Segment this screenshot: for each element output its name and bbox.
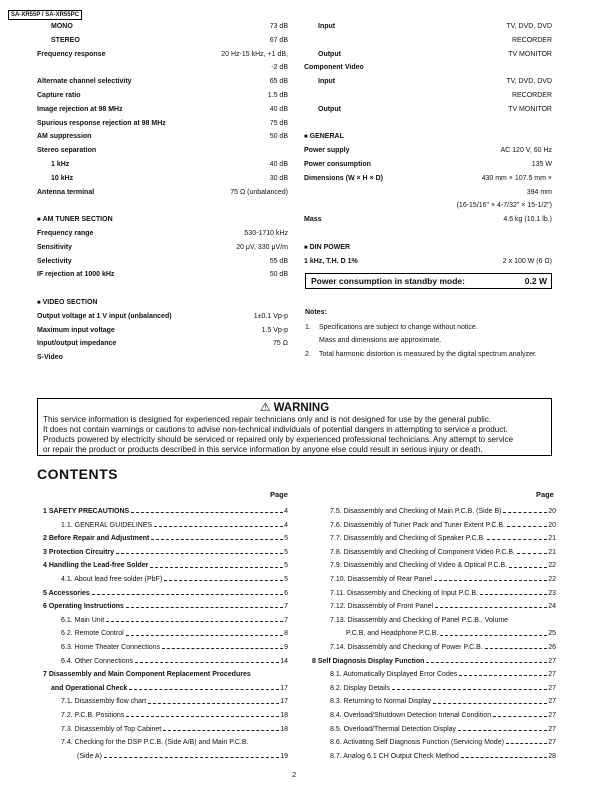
toc-leader <box>509 567 547 568</box>
spec-value: RECORDER <box>511 91 552 99</box>
spec-label: 10 kHz <box>51 174 74 182</box>
notes-section <box>305 306 552 362</box>
spec-row <box>304 144 552 158</box>
toc-entry[interactable] <box>312 736 556 750</box>
spec-section-title: GENERAL <box>309 133 344 141</box>
spec-row <box>37 61 288 75</box>
toc-entry-page: 4 <box>284 521 288 529</box>
spec-row <box>37 130 288 144</box>
toc-leader <box>150 567 283 568</box>
toc-leader <box>131 512 283 513</box>
toc-entry-page: 25 <box>548 630 556 638</box>
toc-entry[interactable] <box>43 655 288 669</box>
toc-entry[interactable] <box>43 519 288 533</box>
toc-leader <box>116 553 283 554</box>
toc-entry-page: 18 <box>280 725 288 733</box>
toc-leader <box>426 662 547 663</box>
toc-entry-page: 7 <box>284 603 288 611</box>
spec-value: AC 120 V, 60 Hz <box>500 147 552 155</box>
spec-value: 67 dB <box>269 36 288 44</box>
spec-label: Power consumption <box>304 160 371 168</box>
toc-entry-page: 27 <box>548 657 556 665</box>
warning-header <box>38 400 551 415</box>
spec-value: 75 dB <box>269 119 288 127</box>
toc-entry-title: and Operational Check <box>51 684 128 692</box>
spec-row <box>37 144 288 158</box>
spec-label: Input <box>318 23 336 30</box>
toc-entry-title: 7.4. Checking for the DSP P.C.B. (Side A/B) and Main P.C.B. <box>61 739 249 747</box>
spec-label: Spurious response rejection at 98 MHz <box>37 119 166 127</box>
toc-leader <box>459 675 547 676</box>
note-item <box>305 349 552 362</box>
toc-entry-page: 8 <box>284 630 288 638</box>
toc-entry-title: 4.1. About lead free solder (PbF) <box>61 575 163 583</box>
spec-row <box>37 282 288 296</box>
toc-entry-page: 27 <box>548 671 556 679</box>
toc-entry[interactable] <box>312 505 556 519</box>
spec-section-heading <box>37 213 113 228</box>
spec-value: 135 W <box>531 160 552 168</box>
toc-entry-page: 22 <box>548 575 556 583</box>
toc-entry[interactable] <box>312 709 556 723</box>
spec-row <box>304 75 552 89</box>
toc-leader <box>126 716 279 717</box>
toc-leader <box>126 607 283 608</box>
spec-value: (16-15/16" × 4-7/32" × 15-1/2") <box>456 202 552 210</box>
spec-row <box>37 351 288 365</box>
spec-value: 20 Hz-15 kHz, +1 dB, <box>221 50 288 58</box>
spec-row <box>304 61 552 75</box>
toc-entry[interactable] <box>312 750 556 764</box>
toc-entry-page: 22 <box>548 562 556 570</box>
spec-label: MONO <box>51 23 73 30</box>
spec-section-title: VIDEO SECTION <box>42 298 98 306</box>
toc-entry-page: 27 <box>548 725 556 733</box>
toc-entry-page: 20 <box>548 508 556 515</box>
toc-entry[interactable] <box>312 695 556 709</box>
toc-entry[interactable] <box>43 695 288 709</box>
toc-leader <box>164 580 283 581</box>
toc-entry[interactable] <box>312 519 556 533</box>
spec-label: Maximum input voltage <box>37 326 115 334</box>
notes-title: Notes: <box>305 309 327 316</box>
toc-entry[interactable] <box>312 532 556 546</box>
spec-value: TV MONITOR <box>508 105 552 113</box>
spec-label: AM suppression <box>37 133 92 141</box>
toc-leader <box>440 635 547 636</box>
standby-label: Power consumption in standby mode: <box>311 276 465 286</box>
toc-leader <box>135 662 279 663</box>
toc-leader <box>92 594 283 595</box>
toc-entry-title: 7.12. Disassembly of Front Panel <box>330 603 434 611</box>
spec-row <box>37 75 288 89</box>
spec-value: 394 mm <box>526 188 552 196</box>
toc-leader <box>151 539 283 540</box>
spec-row <box>37 172 288 186</box>
toc-entry-title: (Side A) <box>77 752 102 760</box>
spec-label: Alternate channel selectivity <box>37 78 132 86</box>
toc-entry-title: 5 Accessories <box>43 589 90 597</box>
note-number: 1. <box>305 323 311 331</box>
spec-row <box>37 89 288 103</box>
spec-value: 50 dB <box>269 271 288 279</box>
spec-row <box>304 213 552 227</box>
spec-value: 4.6 kg (10.1 lb.) <box>503 216 552 224</box>
spec-row <box>37 296 288 310</box>
toc-entry-page: 5 <box>284 562 288 570</box>
spec-value: 73 dB <box>269 23 288 30</box>
standby-power-box <box>305 273 552 289</box>
specs-right-column <box>304 20 552 268</box>
toc-entry[interactable] <box>43 600 288 614</box>
spec-value: 75 Ω (unbalanced) <box>230 188 288 196</box>
spec-label: Capture ratio <box>37 91 81 99</box>
toc-left-column <box>43 505 288 763</box>
warning-title: WARNING <box>273 402 330 414</box>
toc-entry[interactable] <box>312 641 556 655</box>
toc-entry-title: 7.3. Disassembly of Top Cabinet <box>61 725 162 733</box>
spec-row <box>304 186 552 200</box>
toc-entry[interactable] <box>312 627 556 641</box>
toc-entry-page: 5 <box>284 548 288 556</box>
toc-entry-page: 19 <box>280 752 288 760</box>
toc-entry[interactable] <box>312 614 556 628</box>
spec-row <box>304 89 552 103</box>
toc-entry-page: 26 <box>548 643 556 651</box>
toc-entry[interactable] <box>312 587 556 601</box>
spec-row <box>304 34 552 48</box>
toc-entry-page: 17 <box>280 684 288 692</box>
toc-entry-page: 14 <box>280 657 288 665</box>
toc-entry-page: 23 <box>548 589 556 597</box>
spec-value: 30 dB <box>269 174 288 182</box>
toc-leader <box>154 526 283 527</box>
contents-page-header-right: Page <box>536 490 554 499</box>
spec-value: 20 μV, 330 μV/m <box>236 243 288 251</box>
toc-entry-title: 1.1. GENERAL GUIDELINES <box>61 521 153 529</box>
spec-label: Power supply <box>304 147 350 155</box>
spec-row <box>37 324 288 338</box>
toc-entry-page: 18 <box>280 711 288 719</box>
toc-entry-page: 6 <box>284 589 288 597</box>
toc-leader <box>506 743 547 744</box>
spec-row <box>37 158 288 172</box>
section-bullet-icon: ■ <box>37 299 41 306</box>
toc-entry-page: 28 <box>548 752 556 760</box>
toc-leader <box>434 580 547 581</box>
toc-entry[interactable] <box>43 627 288 641</box>
spec-section-title: DIN POWER <box>309 243 351 251</box>
section-bullet-icon: ■ <box>304 134 308 141</box>
toc-entry-title: 8.7. Analog 6.1 CH Output Check Method <box>330 752 459 760</box>
spec-row <box>304 255 552 269</box>
spec-value: 430 mm × 107.5 mm × <box>481 174 552 182</box>
toc-entry[interactable] <box>312 559 556 573</box>
toc-entry[interactable] <box>43 587 288 601</box>
toc-leader <box>126 635 283 636</box>
warning-line: It does not contain warnings or cautions to advise non-technical individuals of potential dangers in attempting to service a product. <box>43 425 508 434</box>
toc-entry[interactable] <box>312 573 556 587</box>
spec-label: 1 kHz, T.H. D 1% <box>304 257 358 265</box>
spec-label: IF rejection at 1000 kHz <box>37 271 115 279</box>
toc-entry-title: 8 Self Diagnosis Display Function <box>312 657 425 665</box>
toc-entry[interactable] <box>312 668 556 682</box>
spec-label: Antenna terminal <box>37 188 95 196</box>
toc-entry-page: 27 <box>548 698 556 706</box>
note-text: Mass and dimensions are approximate. <box>319 337 442 345</box>
spec-row <box>304 227 552 241</box>
spec-label: Frequency response <box>37 50 106 58</box>
spec-row <box>304 117 552 131</box>
toc-entry[interactable] <box>43 573 288 587</box>
toc-leader <box>129 689 279 690</box>
spec-label: Dimensions (W × H × D) <box>304 174 383 182</box>
toc-entry-title: 7.10. Disassembly of Rear Panel <box>330 575 432 583</box>
toc-entry-title: 1 SAFETY PRECAUTIONS <box>43 508 130 515</box>
toc-entry-page: 27 <box>548 684 556 692</box>
toc-entry[interactable] <box>43 682 288 696</box>
toc-entry-title: 6 Operating Instructions <box>43 603 124 611</box>
toc-entry-title: 6.4. Other Connections <box>61 657 133 665</box>
spec-label: Selectivity <box>37 257 72 265</box>
toc-entry-title: 3 Protection Circuitry <box>43 548 115 556</box>
spec-value: 55 dB <box>269 257 288 265</box>
toc-entry-title: 8.6. Activating Self Diagnosis Function (Servicing Mode) <box>330 739 504 747</box>
specs-left-column <box>37 20 288 365</box>
spec-section-heading <box>304 241 350 256</box>
spec-label: STEREO <box>51 36 80 44</box>
toc-entry-title: 7.9. Disassembly and Checking of Video & Optical P.C.B. <box>330 562 508 570</box>
spec-row <box>37 199 288 213</box>
spec-label: Stereo separation <box>37 147 97 155</box>
note-text: Specifications are subject to change without notice. <box>319 323 478 331</box>
spec-row <box>37 255 288 269</box>
spec-row <box>37 48 288 62</box>
toc-entry-title: 7.11. Disassembly and Checking of Input P.C.B. <box>330 589 478 597</box>
contents-page-header-left: Page <box>270 490 288 499</box>
spec-value: 1.5 dB <box>267 91 288 99</box>
toc-leader <box>162 648 283 649</box>
spec-label: Component Video <box>304 64 364 72</box>
spec-value: TV, DVD, DVD <box>506 23 552 30</box>
toc-entry-title: 8.1. Automatically Displayed Error Codes <box>330 671 458 679</box>
note-item <box>305 335 552 348</box>
spec-row <box>304 130 552 144</box>
spec-label: Output <box>318 105 341 113</box>
spec-section-heading <box>37 296 97 311</box>
toc-leader <box>104 757 279 758</box>
spec-label: Output <box>318 50 341 58</box>
toc-leader <box>435 607 547 608</box>
spec-row <box>37 268 288 282</box>
page-number: 2 <box>292 770 297 779</box>
toc-entry[interactable] <box>312 723 556 737</box>
toc-entry-title: 8.5. Overload/Thermal Detection Display <box>330 725 457 733</box>
toc-entry[interactable] <box>43 668 288 682</box>
spec-row <box>37 227 288 241</box>
toc-entry-title: 7.2. P.C.B. Positions <box>61 711 125 719</box>
toc-entry-title: 4 Handling the Lead-free Solder <box>43 562 149 570</box>
spec-row <box>304 172 552 186</box>
spec-row <box>37 34 288 48</box>
section-bullet-icon: ■ <box>37 217 41 224</box>
spec-row <box>37 186 288 200</box>
spec-row <box>304 158 552 172</box>
spec-value: -2 dB <box>271 64 288 72</box>
spec-label: Input/output impedance <box>37 340 117 348</box>
toc-entry-page: 5 <box>284 535 288 543</box>
spec-row <box>37 103 288 117</box>
warning-box <box>37 398 552 456</box>
spec-row <box>37 117 288 131</box>
toc-entry-page: 5 <box>284 575 288 583</box>
note-item <box>305 322 552 335</box>
toc-entry[interactable] <box>43 641 288 655</box>
spec-row <box>37 337 288 351</box>
toc-leader <box>461 757 547 758</box>
toc-entry-page: 4 <box>284 508 288 515</box>
spec-value: 65 dB <box>269 78 288 86</box>
spec-value: 50 dB <box>269 133 288 141</box>
toc-entry-page: 21 <box>548 548 556 556</box>
toc-entry-page: 7 <box>284 616 288 624</box>
note-number: 2. <box>305 350 311 358</box>
spec-value: TV, DVD, DVD <box>506 78 552 86</box>
toc-entry[interactable] <box>312 655 556 669</box>
spec-row <box>304 20 552 34</box>
toc-entry[interactable] <box>312 546 556 560</box>
spec-value: 2 x 100 W (6 Ω) <box>502 257 552 265</box>
toc-leader <box>480 594 547 595</box>
toc-entry[interactable] <box>43 614 288 628</box>
spec-row <box>37 20 288 34</box>
toc-entry-title: P.C.B. and Headphone P.C.B. <box>346 630 439 638</box>
toc-entry[interactable] <box>43 709 288 723</box>
toc-leader <box>148 703 279 704</box>
toc-entry-title: 7.13. Disassembly and Checking of Panel P.C.B., Volume <box>330 616 509 624</box>
toc-entry[interactable] <box>312 600 556 614</box>
spec-row <box>37 310 288 324</box>
toc-leader <box>392 689 547 690</box>
spec-label: Input <box>318 78 336 86</box>
toc-leader <box>106 621 283 622</box>
toc-entry-title: 7 Disassembly and Main Component Replacement Procedures <box>43 671 251 679</box>
spec-value: 530-1710 kHz <box>244 229 288 237</box>
spec-section-title: AM TUNER SECTION <box>42 216 113 224</box>
spec-label: Sensitivity <box>37 243 73 251</box>
spec-row <box>37 213 288 227</box>
warning-line: This service information is designed for experienced repair technicians only and is not designed for use by the general public. <box>43 415 492 424</box>
toc-entry[interactable] <box>43 505 288 519</box>
toc-entry-page: 20 <box>548 521 556 529</box>
toc-entry[interactable] <box>312 682 556 696</box>
toc-entry-title: 8.3. Returning to Normal Display <box>330 698 432 706</box>
spec-value: 75 Ω <box>273 340 288 348</box>
toc-entry-page: 9 <box>284 643 288 651</box>
toc-entry-title: 7.7. Disassembly and Checking of Speaker P.C.B. <box>330 535 486 543</box>
spec-label: Mass <box>304 216 322 224</box>
spec-label: Output voltage at 1 V input (unbalanced) <box>37 312 172 320</box>
toc-leader <box>485 648 547 649</box>
spec-value: 40 dB <box>269 105 288 113</box>
toc-entry[interactable] <box>43 546 288 560</box>
toc-leader <box>458 730 547 731</box>
spec-section-heading <box>304 130 344 145</box>
toc-entry[interactable] <box>43 750 288 764</box>
spec-label: S-Video <box>37 354 63 362</box>
warning-line: Products powered by electricity should be serviced or repaired only by experienced professional technicians. Any attempt to service <box>43 435 514 444</box>
toc-leader <box>493 716 547 717</box>
toc-right-column <box>312 505 556 763</box>
warning-triangle-icon: ⚠ <box>259 400 271 414</box>
toc-leader <box>487 539 547 540</box>
toc-entry[interactable] <box>43 559 288 573</box>
spec-row <box>304 199 552 213</box>
toc-entry[interactable] <box>43 723 288 737</box>
toc-entry[interactable] <box>43 532 288 546</box>
toc-entry-title: 2 Before Repair and Adjustment <box>43 535 150 543</box>
note-text: Total harmonic distortion is measured by the digital spectrum analyzer. <box>319 350 537 358</box>
contents-title: CONTENTS <box>37 466 118 482</box>
spec-value: RECORDER <box>511 36 552 44</box>
spec-value: TV MONITOR <box>508 50 552 58</box>
toc-entry-page: 21 <box>548 535 556 543</box>
toc-entry-title: 6.2. Remote Control <box>61 630 124 638</box>
model-tag: SA-XR55P / SA-XR55PC <box>8 10 82 20</box>
section-bullet-icon: ■ <box>304 244 308 251</box>
toc-entry-page: 17 <box>280 698 288 706</box>
toc-entry-title: 7.1. Disassembly flow chart <box>61 698 147 706</box>
toc-entry-title: 7.5. Disassembly and Checking of Main P.C.B. (Side B) <box>330 508 502 515</box>
standby-value: 0.2 W <box>524 276 547 286</box>
toc-entry[interactable] <box>43 736 288 750</box>
toc-entry-page: 27 <box>548 739 556 747</box>
toc-entry-page: 24 <box>548 603 556 611</box>
spec-row <box>37 241 288 255</box>
toc-entry-title: 7.14. Disassembly and Checking of Power P.C.B. <box>330 643 483 651</box>
toc-leader <box>503 512 547 513</box>
toc-leader <box>163 730 279 731</box>
spec-value: 40 dB <box>269 160 288 168</box>
toc-entry-page: 27 <box>548 711 556 719</box>
spec-row <box>304 103 552 117</box>
spec-value: 1.5 Vp-p <box>261 326 288 334</box>
toc-entry-title: 8.4. Overload/Shutdown Detection Intenal Condition <box>330 711 492 719</box>
spec-row <box>304 241 552 255</box>
spec-label: 1 kHz <box>51 160 70 168</box>
toc-leader <box>507 526 547 527</box>
spec-row <box>304 48 552 62</box>
spec-label: Image rejection at 98 MHz <box>37 105 123 113</box>
warning-line: or repair the product or products described in this service information by anyone else could result in serious injury or death. <box>43 445 483 454</box>
toc-leader <box>433 703 547 704</box>
toc-entry-title: 7.8. Disassembly and Checking of Component Video P.C.B. <box>330 548 515 556</box>
toc-entry-title: 6.1. Main Unit <box>61 616 105 624</box>
toc-entry-title: 8.2. Display Details <box>330 684 390 692</box>
spec-label: Frequency range <box>37 229 94 237</box>
spec-value: 1±0.1 Vp-p <box>253 312 288 320</box>
toc-entry-title: 6.3. Home Theater Connections <box>61 643 161 651</box>
toc-entry-title: 7.6. Disassembly of Tuner Pack and Tuner Extent P.C.B. <box>330 521 505 529</box>
toc-leader <box>517 553 547 554</box>
